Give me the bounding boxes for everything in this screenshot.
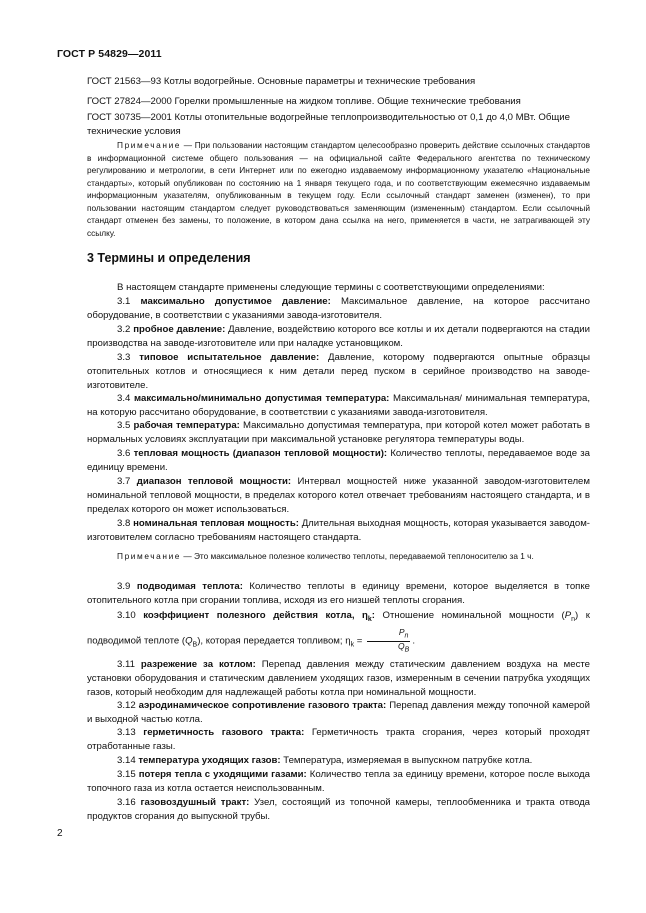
note-text: — Это максимальное полезное количество теплоты, передаваемой теплоносителю за 1 ч.: [181, 551, 534, 561]
note-text: — При пользовании настоящим стандартом целесообразно проверить действие ссылочных стандартов в информационной системе общего пользования — на официальной сайте Федерального агентства по техническому регулированию и метрологии, в сети Интернет или по ежегодно издаваемому информационному указателю «Национальные стандарты», который опубликован по состоянию на 1 января текущего года, и по соответствующим ежемесячно издаваемым информационным указателям, опубликованным в текущем году. Если ссылочный стандарт заменен (изменен), то при пользовании настоящим стандартом следует руководствоваться заменяющим (измененным) стандартом. Если ссылочный стандарт отменен без замены, то положение, в котором дана ссылка на него, применяется в части, не затрагивающей эту ссылку.: [87, 140, 590, 238]
term-3-11: [87, 658, 590, 701]
page-number: 2: [57, 828, 63, 839]
term-3-13: [87, 726, 590, 754]
term-3-3: [87, 351, 590, 394]
term-3-14: [87, 754, 590, 768]
term-3-6: [87, 447, 590, 475]
reference-gost-30735: [87, 111, 590, 139]
term-number: 3.7: [117, 476, 131, 487]
term-definition: Длительная выходная мощность, которая указывается заводом-изготовителем согласно требованиям настоящего стандарта.: [87, 518, 591, 544]
term-definition: Количество тепла за единицу времени, которое после выхода топочного газа из котла остается неиспользованным.: [87, 769, 590, 795]
term-number: 3.6: [117, 448, 131, 459]
term-definition: Максимально допустимая температура, при которой котел может работать в нормальных условиях эксплуатации при максимальной установке регулятора температуры воды.: [87, 420, 591, 446]
term-number: 3.10: [117, 610, 136, 621]
term-3-2: [87, 323, 590, 351]
term-number: 3.11: [117, 659, 135, 670]
note-nominal-power: [87, 550, 590, 563]
reference-gost-30735-text: ГОСТ 30735—2001 Котлы отопительные водогрейные теплопроизводительностью от 0,1 до 4,0 МВт. Общие технические условия: [87, 112, 570, 138]
term-number: 3.1: [117, 296, 131, 307]
term-3-5: [87, 419, 590, 447]
term-definition: Герметичность тракта сгорания, через который проходят отработанные газы.: [87, 727, 590, 753]
term-3-8: [87, 517, 590, 545]
term-name: номинальная тепловая мощность:: [133, 518, 299, 529]
term-name: максимально допустимое давление:: [140, 296, 331, 307]
term-number: 3.5: [117, 420, 131, 431]
term-name: рабочая температура:: [133, 420, 240, 431]
term-number: 3.3: [117, 352, 131, 363]
reference-gost-27824: ГОСТ 27824—2000 Горелки промышленные на жидком топливе. Общие технические требования: [87, 96, 521, 107]
term-name: подводимая теплота:: [136, 581, 243, 592]
note-label: Примечание: [117, 551, 182, 561]
term-3-4: [87, 392, 590, 420]
term-number: 3.2: [117, 324, 131, 335]
term-definition: Максимальное давление, на которое рассчитано оборудование, в соответствии с указаниями завода-изготовителя.: [87, 296, 590, 322]
term-number: 3.14: [117, 755, 136, 766]
efficiency-formula-fraction: $\frac{P_n}{Q_B}$: [367, 628, 410, 654]
section-title: 3 Термины и определения: [87, 251, 251, 265]
term-definition: Перепад давления между статическим давлением воздуха на месте установки оборудования и статическим давлением уходящих газов, измеренным в сечении патрубка уходящих газов, который необходим для надлежащей работы котла при номинальной мощности.: [87, 659, 591, 699]
term-name: тепловая мощность (диапазон тепловой мощности):: [133, 448, 388, 459]
term-3-9: [87, 580, 590, 608]
term-definition: Перепад давления между топочной камерой и выходной частью котла.: [87, 700, 590, 726]
term-name: коэффициент полезного действия котла, $\eta_k$:: [143, 610, 375, 623]
term-name: диапазон тепловой мощности:: [136, 476, 292, 487]
term-definition: Максимальная/ минимальная температура, на которую рассчитано оборудование, в соответствии с указаниями завода-изготовителя.: [87, 393, 590, 419]
term-definition: Температура, измеряемая в выпускном патрубке котла.: [280, 755, 533, 766]
term-name: герметичность газового тракта:: [143, 727, 305, 738]
term-number: 3.13: [117, 727, 136, 738]
term-3-10: 3.10 коэффициент полезного действия котла, $\eta_k$: Отношение номинальной мощности $(P_n)$ к подводимой теплоте $(Q_B)$, которая передается топливом; $\eta_k$ = $\frac{P_n}{Q_B}$ .: [87, 610, 590, 654]
note-label: Примечание: [117, 140, 182, 150]
term-3-12: [87, 699, 590, 727]
term-name: аэродинамическое сопротивление газового тракта:: [138, 700, 387, 711]
term-number: 3.12: [117, 700, 136, 711]
term-number: 3.15: [117, 769, 136, 780]
term-3-1: [87, 295, 590, 323]
term-name: пробное давление:: [133, 324, 226, 335]
term-definition: Интервал мощностей ниже указанной заводом-изготовителем номинальной тепловой мощности, в пределах которого котел отвечает требованиям настоящего стандарта, и в пределах которого он может использоваться.: [87, 476, 590, 516]
term-name: газовоздушный тракт:: [140, 797, 250, 808]
term-definition: Давление, воздействию которого все котлы и их детали подвергаются на стадии производства на заводе-изготовителе или при наладке установщиком.: [87, 324, 590, 350]
term-definition: Количество теплоты, передаваемое воде за единицу времени.: [87, 448, 590, 474]
term-name: разрежение за котлом:: [140, 659, 256, 670]
term-definition: Количество теплоты в единицу времени, которое выделяется в топке отопительного котла при сгорании топлива, исходя из его низшей теплоты сгорания.: [87, 581, 590, 607]
term-3-15: [87, 768, 590, 796]
term-number: 3.4: [117, 393, 131, 404]
term-name: максимально/минимально допустимая температура:: [134, 393, 390, 404]
term-number: 3.16: [117, 797, 136, 808]
note-references: [87, 139, 590, 239]
term-name: температура уходящих газов:: [138, 755, 281, 766]
term-definition: Узел, состоящий из топочной камеры, теплообменника и тракта отвода продуктов сгорания до выпускной трубы.: [87, 797, 591, 823]
term-3-16: [87, 796, 590, 824]
term-number: 3.9: [117, 581, 131, 592]
term-name: потеря тепла с уходящими газами:: [138, 769, 307, 780]
term-3-7: [87, 475, 590, 518]
document-header: ГОСТ Р 54829—2011: [57, 48, 162, 60]
term-name: типовое испытательное давление:: [139, 352, 320, 363]
term-definition: Давление, которому подвергаются опытные образцы отопительных котлов и относящиеся к ним детали перед пуском в серийное производство на заводе-изготовителе.: [87, 352, 591, 392]
term-number: 3.8: [117, 518, 131, 529]
reference-gost-21563: ГОСТ 21563—93 Котлы водогрейные. Основные параметры и технические требования: [87, 76, 476, 87]
section-intro: В настоящем стандарте применены следующие термины с соответствующими определениями:: [117, 282, 545, 293]
